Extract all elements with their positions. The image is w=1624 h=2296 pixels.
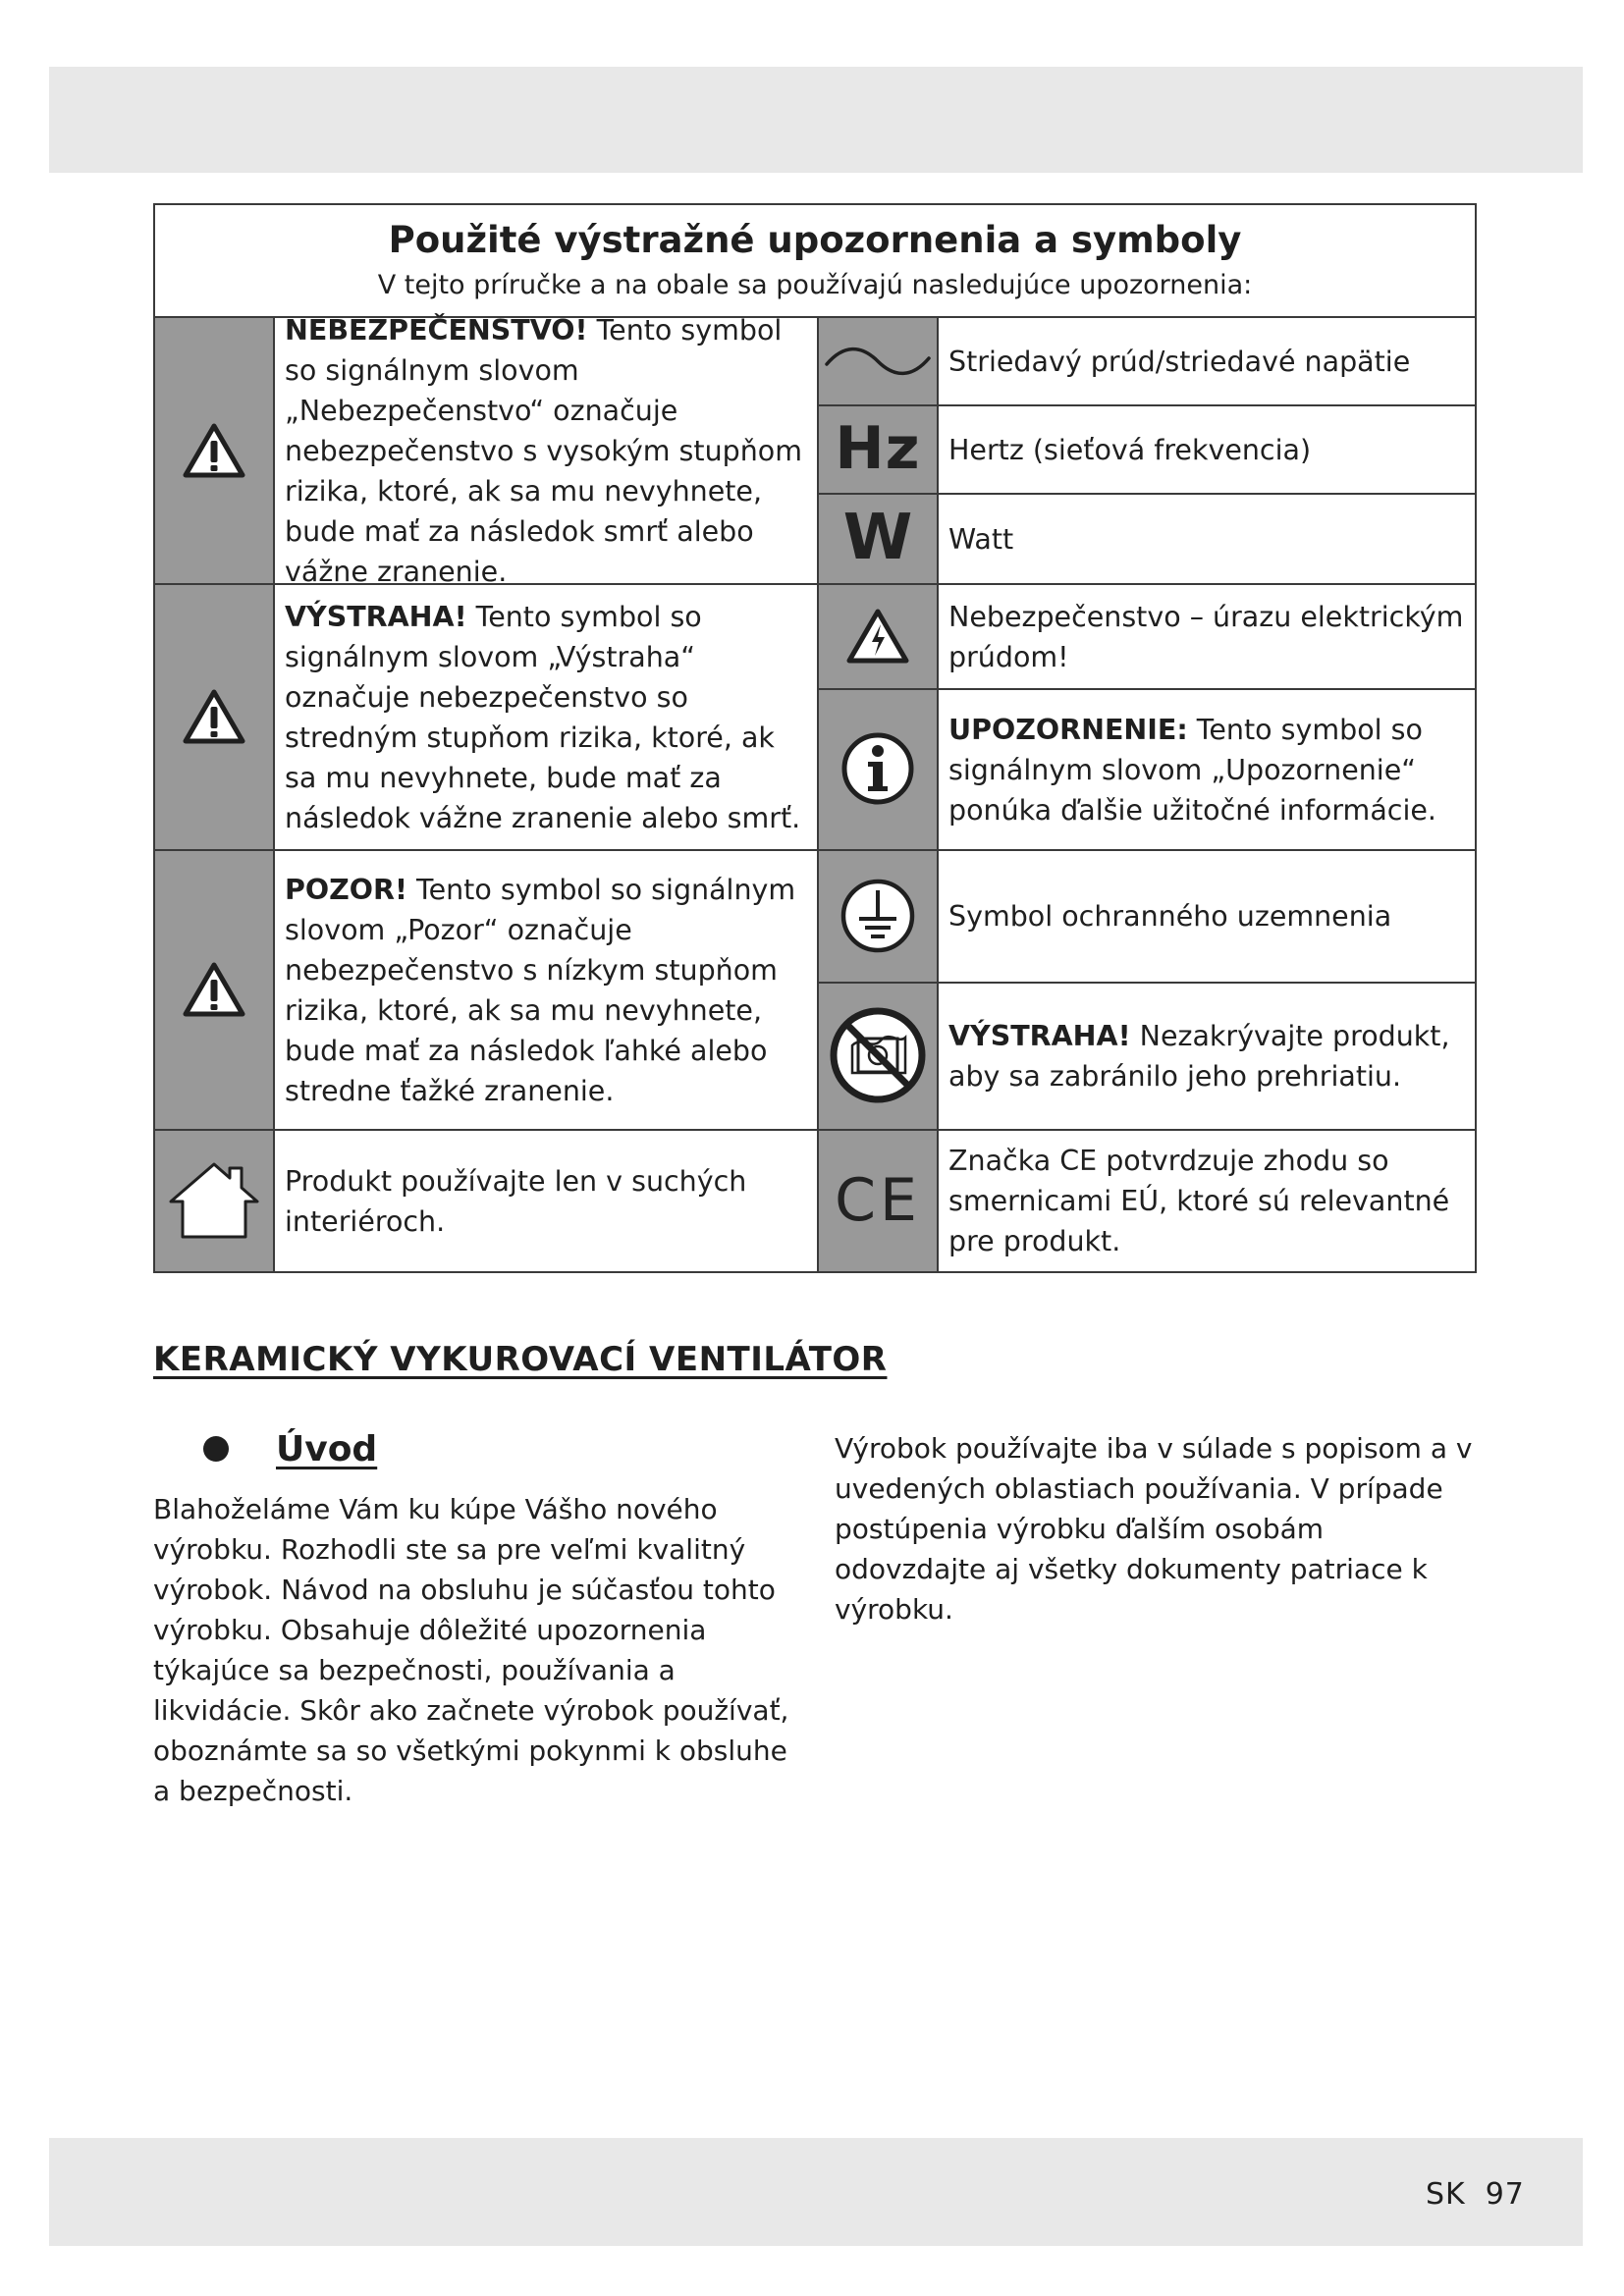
hertz-icon: Hz (835, 414, 921, 483)
intro-paragraph: Blahoželáme Vám ku kúpe Vášho nového výrobku. Rozhodli ste sa pre veľmi kvalitný výrobok. Návod na obsluhu je súčasťou tohto výrobku. Obsahuje dôležité upozornenia týkajúce sa bezpečnosti, používania a likvidácie. Skôr ako začnete výrobok používať, oboznámte sa so všetkými pokynmi k obsluhe a bezpečnosti. (153, 1493, 789, 1807)
bullet-icon (203, 1436, 229, 1462)
header-band (49, 67, 1583, 173)
indoor-use-description: Produkt používajte len v suchých interiéroch. (285, 1164, 747, 1238)
subsection-title: Úvod (276, 1428, 378, 1469)
ac-wave-icon (819, 318, 937, 404)
ac-description: Striedavý prúd/striedavé napätie (948, 345, 1411, 378)
page-number-value: 97 (1485, 2177, 1525, 2212)
watt-icon: W (842, 502, 913, 574)
warning-symbols-table (153, 203, 1477, 1273)
earth-description: Symbol ochranného uzemnenia (948, 900, 1392, 933)
footer-band (49, 2138, 1583, 2246)
table-subtitle: V tejto príručke a na obale sa používajú nasledujúce upozornenia: (377, 270, 1253, 300)
table-header (155, 205, 1475, 318)
page-number (1426, 2177, 1583, 2212)
table-title: Použité výstražné upozornenia a symboly (388, 219, 1242, 261)
warning-triangle-icon (155, 318, 273, 583)
caution-description: POZOR! Tento symbol so signálnym slovom „Pozor“ označuje nebezpečenstvo s nízkym stupňom rizika, ktoré, ak sa mu nevyhnete, bude mať za následok ľahké alebo stredne ťažké zranenie. (285, 873, 796, 1107)
info-icon (819, 688, 937, 849)
hertz-description: Hertz (sieťová frekvencia) (948, 433, 1312, 466)
section-title: KERAMICKÝ VYKUROVACÍ VENTILÁTOR (153, 1340, 888, 1379)
warning-description: VÝSTRAHA! Tento symbol so signálnym slovom „Výstraha“ označuje nebezpečenstvo so stredným stupňom rizika, ktoré, ak sa mu nevyhnete, bude mať za následok vážne zranenie alebo smrť. (285, 600, 801, 834)
usage-paragraph: Výrobok používajte iba v súlade s popisom a v uvedených oblastiach používania. V prípade postúpenia výrobku ďalším osobám odovzdajte aj všetky dokumenty patriace k výrobku. (835, 1432, 1473, 1626)
language-code: SK (1426, 2177, 1466, 2212)
electric-shock-description: Nebezpečenstvo – úrazu elektrickým prúdom! (948, 600, 1464, 673)
do-not-cover-description: VÝSTRAHA! Nezakrývajte produkt, aby sa zabránilo jeho prehriatiu. (948, 1020, 1450, 1093)
danger-description: NEBEZPEČENSTVO! Tento symbol so signálnym slovom „Nebezpečenstvo“ označuje nebezpečenstvo s vysokým stupňom rizika, ktoré, ak sa mu nevyhnete, bude mať za následok smrť alebo vážne zranenie. (285, 313, 802, 588)
watt-description: Watt (948, 522, 1014, 556)
electric-shock-icon (819, 583, 937, 688)
subsection-heading (203, 1426, 377, 1471)
table-body (155, 313, 1475, 1271)
notice-description: UPOZORNENIE: Tento symbol so signálnym slovom „Upozornenie“ ponúka ďalšie užitočné informácie. (948, 713, 1436, 827)
protective-earth-icon (819, 849, 937, 982)
ce-mark-icon: CE (835, 1165, 921, 1235)
warning-triangle-icon (155, 849, 273, 1129)
do-not-cover-icon (819, 982, 937, 1129)
house-icon (155, 1129, 273, 1271)
warning-triangle-icon (155, 583, 273, 849)
ce-description: Značka CE potvrdzuje zhodu so smernicami EÚ, ktoré sú relevantné pre produkt. (948, 1145, 1450, 1257)
